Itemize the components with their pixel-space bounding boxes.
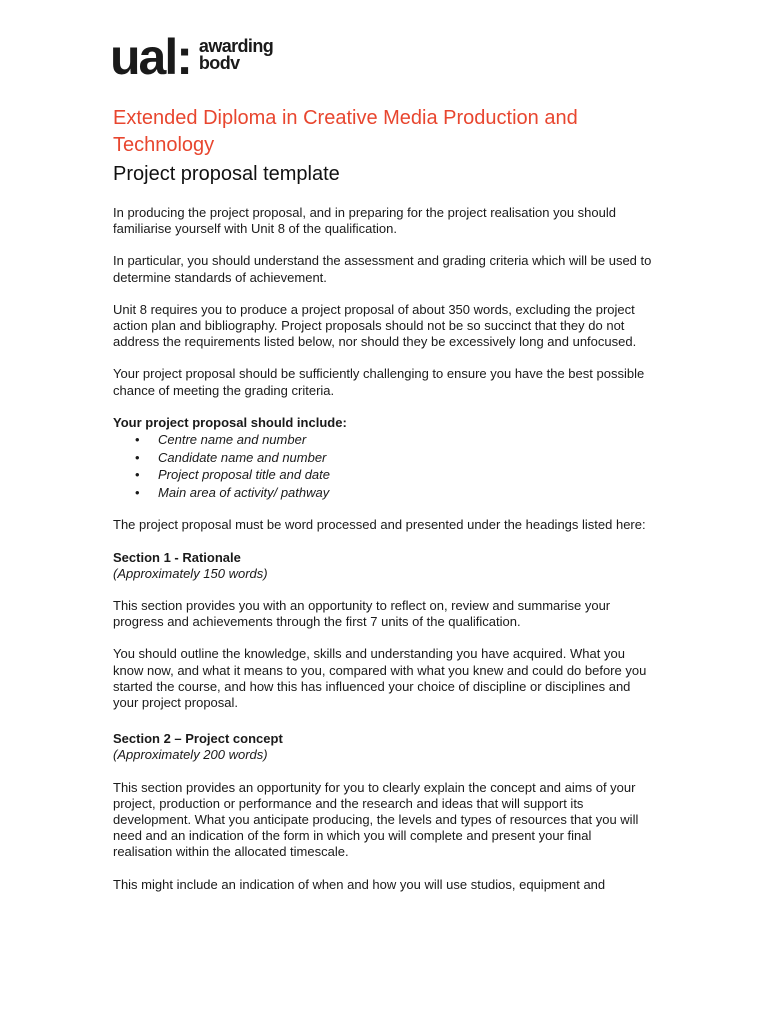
logo-words [198, 36, 274, 73]
list-item-text: Main area of activity/ pathway [158, 484, 330, 500]
ual-awarding-body-logo [110, 29, 274, 85]
bullet-icon: • [135, 449, 140, 465]
bullet-icon: • [135, 484, 140, 500]
section-2-paragraph-1: This section provides an opportunity for you to clearly explain the concept and aims of your project, production or performance and the research and ideas that will support its development. What you anticipate producing, the levels and types of resources that you will need and an indication of the form in which you will complete and present your final realisation within the allocated timescale. [113, 779, 639, 860]
bullet-icon: • [135, 432, 140, 448]
section-1-paragraph-2: You should outline the knowledge, skills and understanding you have acquired. What you know now, and what it means to you, compared with what you knew and could do before you started the course, and how this has influenced your choice of discipline or disciplines and your project proposal. [113, 646, 647, 711]
document-body [113, 105, 653, 893]
include-list [113, 431, 653, 501]
section-1-word-count: (Approximately 150 words) [113, 565, 268, 581]
section-2-paragraph-2: This might include an indication of when and how you will use studios, equipment and [113, 876, 606, 892]
bullet-icon: • [135, 467, 140, 483]
logo-line-2: bodv [198, 53, 240, 73]
intro-paragraph-4: Your project proposal should be sufficiently challenging to ensure you have the best possible chance of meeting the grading criteria. [113, 366, 645, 398]
section-2-word-count: (Approximately 200 words) [113, 747, 268, 763]
list-item [113, 449, 653, 467]
section-1-paragraph-1: This section provides you with an opportunity to reflect on, review and summarise your progress and achievements through the first 7 units of the qualification. [113, 598, 611, 630]
list-item [113, 466, 653, 484]
list-item [113, 431, 653, 449]
logo-line-1: awarding [198, 36, 274, 56]
intro-paragraph-1: In producing the project proposal, and in preparing for the project realisation you should familiarise yourself with Unit 8 of the qualification. [113, 205, 616, 237]
section-1-heading: Section 1 - Rationale [113, 549, 241, 565]
list-item [113, 484, 653, 502]
logo-mark: ual: [110, 29, 191, 85]
document-subtitle: Project proposal template [113, 163, 340, 185]
section-2-heading: Section 2 – Project concept [113, 731, 283, 747]
document-title: Extended Diploma in Creative Media Production and Technology [113, 107, 578, 156]
include-heading: Your project proposal should include: [113, 414, 347, 430]
headings-note: The project proposal must be word processed and presented under the headings listed here: [113, 517, 646, 533]
list-item-text: Project proposal title and date [158, 467, 330, 483]
list-item-text: Centre name and number [158, 432, 307, 448]
intro-paragraph-3: Unit 8 requires you to produce a project proposal of about 350 words, excluding the project action plan and bibliography. Project proposals should not be so succinct that they do not address the requirements listed below, nor should they be excessively long and unfocused. [113, 301, 637, 350]
intro-paragraph-2: In particular, you should understand the assessment and grading criteria which will be used to determine standards of achievement. [113, 253, 652, 285]
list-item-text: Candidate name and number [158, 449, 327, 465]
